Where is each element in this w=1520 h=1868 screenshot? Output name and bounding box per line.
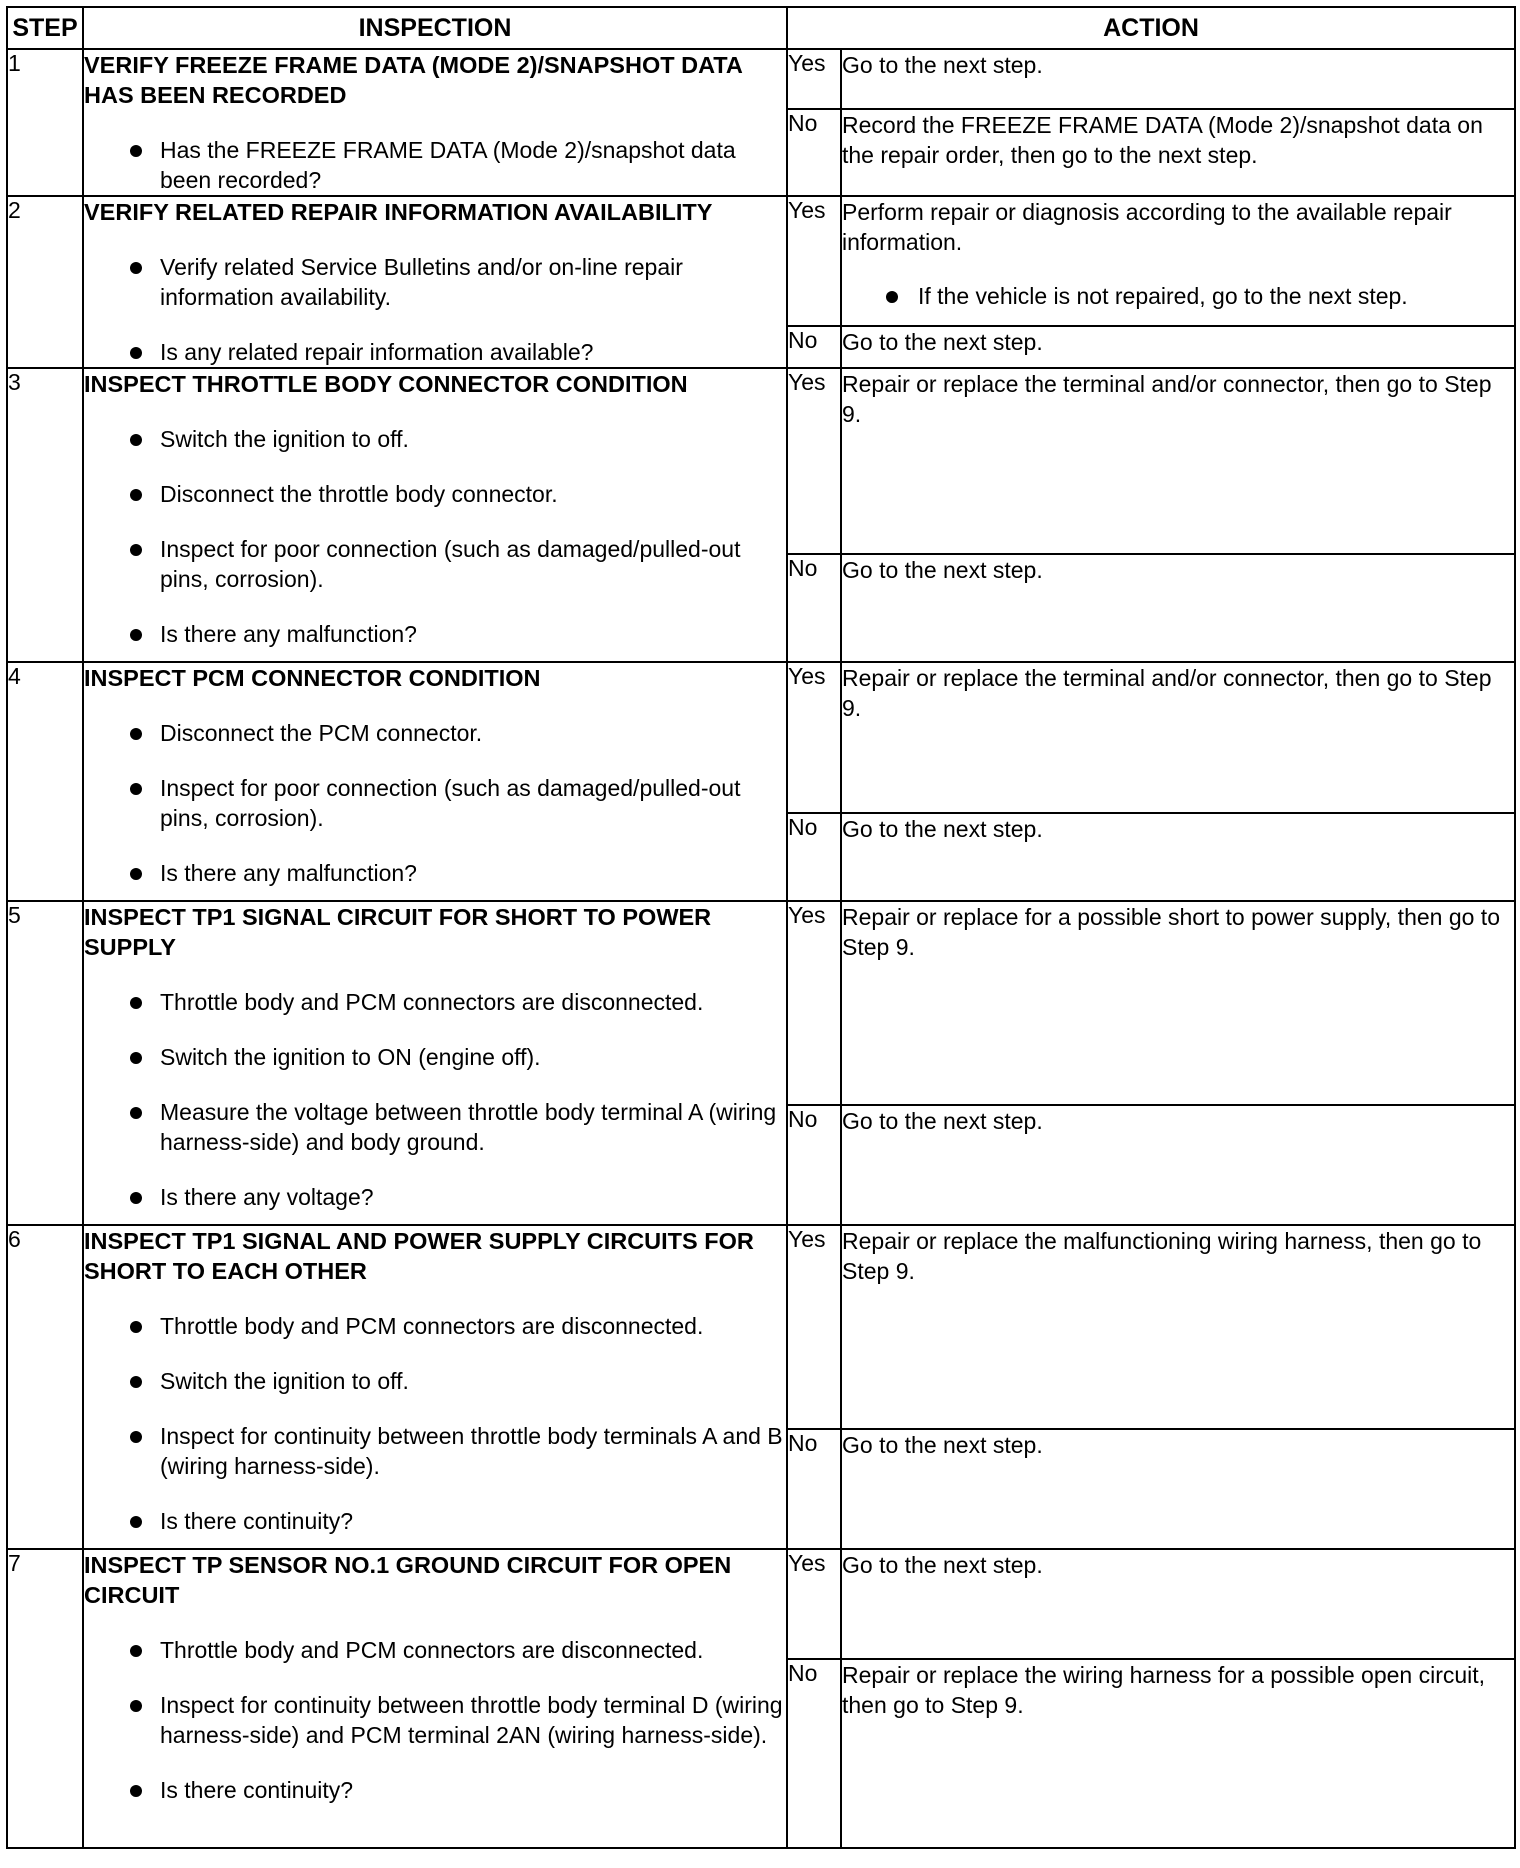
inspection-title: INSPECT TP SENSOR NO.1 GROUND CIRCUIT FOR OPEN CIRCUIT	[84, 1552, 732, 1608]
inspection-bullet: Has the FREEZE FRAME DATA (Mode 2)/snapshot data been recorded?	[84, 135, 786, 195]
inspection-cell	[83, 662, 787, 901]
no-action: Go to the next step.	[841, 813, 1515, 901]
yes-label: Yes	[787, 49, 841, 109]
inspection-cell	[83, 1549, 787, 1848]
inspection-title: VERIFY FREEZE FRAME DATA (MODE 2)/SNAPSHOT DATA HAS BEEN RECORDED	[84, 52, 743, 108]
step-number: 3	[7, 368, 83, 662]
step-number: 6	[7, 1225, 83, 1549]
bullet-icon	[130, 868, 142, 880]
yes-action-cell	[841, 196, 1515, 326]
inspection-bullet: Inspect for poor connection (such as damaged/pulled-out pins, corrosion).	[84, 534, 786, 594]
no-label: No	[787, 554, 841, 662]
step-number: 4	[7, 662, 83, 901]
step-number: 7	[7, 1549, 83, 1848]
yes-label: Yes	[787, 662, 841, 813]
bullet-icon	[130, 629, 142, 641]
header-inspection: INSPECTION	[83, 7, 787, 49]
bullet-icon	[130, 434, 142, 446]
header-step: STEP	[7, 7, 83, 49]
yes-label: Yes	[787, 1225, 841, 1429]
inspection-cell	[83, 1225, 787, 1549]
bullet-icon	[130, 1321, 142, 1333]
bullet-icon	[130, 1192, 142, 1204]
bullet-icon	[130, 489, 142, 501]
inspection-bullet: Is there any malfunction?	[84, 619, 786, 649]
no-label: No	[787, 326, 841, 368]
inspection-bullet: Inspect for poor connection (such as damaged/pulled-out pins, corrosion).	[84, 773, 786, 833]
inspection-cell	[83, 196, 787, 368]
action-sub-bullet: If the vehicle is not repaired, go to the next step.	[842, 281, 1514, 311]
yes-action: Repair or replace the malfunctioning wiring harness, then go to Step 9.	[841, 1225, 1515, 1429]
no-action: Go to the next step.	[841, 326, 1515, 368]
inspection-bullet: Inspect for continuity between throttle body terminal D (wiring harness-side) and PCM terminal 2AN (wiring harness-side).	[84, 1690, 786, 1750]
table-row	[7, 368, 1515, 554]
table-row	[7, 196, 1515, 326]
inspection-bullet: Is there any malfunction?	[84, 858, 786, 888]
no-label: No	[787, 813, 841, 901]
bullet-icon	[130, 347, 142, 359]
yes-label: Yes	[787, 196, 841, 326]
step-number: 2	[7, 196, 83, 368]
inspection-title: VERIFY RELATED REPAIR INFORMATION AVAILABILITY	[84, 199, 713, 225]
table-row	[7, 1225, 1515, 1429]
yes-action: Go to the next step.	[841, 1549, 1515, 1659]
table-row	[7, 662, 1515, 813]
inspection-cell	[83, 901, 787, 1225]
inspection-bullet: Verify related Service Bulletins and/or on-line repair information availability.	[84, 252, 786, 312]
no-label: No	[787, 1105, 841, 1225]
bullet-icon	[130, 1645, 142, 1657]
step-number: 1	[7, 49, 83, 196]
yes-action: Go to the next step.	[841, 49, 1515, 109]
diagnostic-table	[6, 6, 1516, 1849]
yes-action: Repair or replace for a possible short to power supply, then go to Step 9.	[841, 901, 1515, 1105]
yes-action: Perform repair or diagnosis according to the available repair information.	[842, 199, 1452, 255]
table-row	[7, 901, 1515, 1105]
no-action: Repair or replace the wiring harness for a possible open circuit, then go to Step 9.	[841, 1659, 1515, 1848]
bullet-icon	[130, 1516, 142, 1528]
inspection-bullet: Throttle body and PCM connectors are disconnected.	[84, 987, 786, 1017]
inspection-title: INSPECT TP1 SIGNAL CIRCUIT FOR SHORT TO POWER SUPPLY	[84, 904, 712, 960]
inspection-bullet: Switch the ignition to off.	[84, 424, 786, 454]
inspection-bullet: Inspect for continuity between throttle body terminals A and B (wiring harness-side).	[84, 1421, 786, 1481]
bullet-icon	[130, 1107, 142, 1119]
bullet-icon	[130, 728, 142, 740]
inspection-title: INSPECT THROTTLE BODY CONNECTOR CONDITION	[84, 371, 688, 397]
bullet-icon	[130, 1431, 142, 1443]
no-action: Go to the next step.	[841, 554, 1515, 662]
inspection-bullet: Disconnect the throttle body connector.	[84, 479, 786, 509]
inspection-bullet: Measure the voltage between throttle body terminal A (wiring harness-side) and body ground.	[84, 1097, 786, 1157]
inspection-bullet: Throttle body and PCM connectors are disconnected.	[84, 1311, 786, 1341]
bullet-icon	[130, 145, 142, 157]
inspection-bullet: Switch the ignition to off.	[84, 1366, 786, 1396]
inspection-title: INSPECT PCM CONNECTOR CONDITION	[84, 665, 541, 691]
inspection-bullet: Throttle body and PCM connectors are disconnected.	[84, 1635, 786, 1665]
no-label: No	[787, 109, 841, 196]
table-row	[7, 49, 1515, 109]
header-action: ACTION	[787, 7, 1515, 49]
inspection-bullet: Disconnect the PCM connector.	[84, 718, 786, 748]
bullet-icon	[130, 1700, 142, 1712]
bullet-icon	[130, 1785, 142, 1797]
inspection-bullet: Is there any voltage?	[84, 1182, 786, 1212]
bullet-icon	[130, 1052, 142, 1064]
no-action: Go to the next step.	[841, 1105, 1515, 1225]
no-label: No	[787, 1429, 841, 1549]
inspection-bullet: Switch the ignition to ON (engine off).	[84, 1042, 786, 1072]
yes-label: Yes	[787, 901, 841, 1105]
inspection-cell	[83, 49, 787, 196]
bullet-icon	[130, 1376, 142, 1388]
bullet-icon	[130, 997, 142, 1009]
inspection-bullet: Is there continuity?	[84, 1775, 786, 1805]
inspection-bullet: Is any related repair information available?	[84, 337, 786, 367]
no-action: Go to the next step.	[841, 1429, 1515, 1549]
bullet-icon	[886, 291, 898, 303]
bullet-icon	[130, 783, 142, 795]
no-label: No	[787, 1659, 841, 1848]
yes-label: Yes	[787, 1549, 841, 1659]
bullet-icon	[130, 544, 142, 556]
diagnostic-procedure-sheet	[6, 6, 1514, 1862]
bullet-icon	[130, 262, 142, 274]
inspection-cell	[83, 368, 787, 662]
header-row	[7, 7, 1515, 49]
yes-label: Yes	[787, 368, 841, 554]
inspection-bullet: Is there continuity?	[84, 1506, 786, 1536]
step-number: 5	[7, 901, 83, 1225]
yes-action: Repair or replace the terminal and/or connector, then go to Step 9.	[841, 368, 1515, 554]
no-action: Record the FREEZE FRAME DATA (Mode 2)/snapshot data on the repair order, then go to the next step.	[841, 109, 1515, 196]
table-row	[7, 1549, 1515, 1659]
inspection-title: INSPECT TP1 SIGNAL AND POWER SUPPLY CIRCUITS FOR SHORT TO EACH OTHER	[84, 1228, 754, 1284]
yes-action: Repair or replace the terminal and/or connector, then go to Step 9.	[841, 662, 1515, 813]
